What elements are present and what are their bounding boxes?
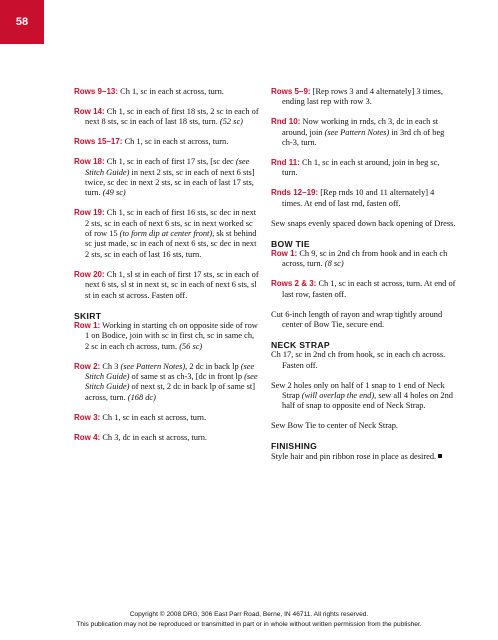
row-label: Rows 2 & 3: (271, 279, 317, 289)
row-label: Rnds 12–19: (271, 188, 319, 198)
instruction-paragraph (271, 87, 456, 108)
right-column (271, 87, 456, 472)
instruction-text: Working in starting ch on opposite side of row 1 on Bodice, join with sc in first ch, sc in same ch, 2 sc in each ch across, turn. (85, 320, 258, 351)
instruction-text: Ch 3 (100, 361, 121, 371)
instruction-text: , 2 dc in back lp (185, 361, 241, 371)
instruction-paragraph (271, 249, 456, 270)
row-label: Row 1: (74, 320, 101, 330)
instruction-text: Ch 9, sc in 2nd ch from hook and in each ch across, turn. (282, 248, 448, 269)
instruction-text: Sew Bow Tie to center of Neck Strap. (271, 421, 399, 431)
instruction-text: Ch 1, sc in each st across, turn. (100, 412, 207, 422)
instruction-text: Ch 1, sc in each st across, turn. At end of last row, fasten off. (282, 279, 456, 299)
instruction-paragraph (271, 381, 456, 412)
instruction-text: Ch 1, sc in each st around, join in beg sc, turn. (282, 158, 440, 178)
instruction-paragraph (74, 433, 259, 443)
row-label: Rows 5–9: (271, 87, 311, 96)
instruction-text: [Rep rows 3 and 4 alternately] 3 times, ending last rep with row 3. (282, 87, 443, 107)
row-label: Row 14: (74, 106, 105, 116)
instruction-paragraph (74, 137, 259, 147)
instruction-paragraph (74, 208, 259, 260)
italic-note: (49 sc) (102, 188, 126, 198)
instruction-text: Ch 1, sl st in each of first 17 sts, sc in each of next 6 sts, sl st in next st, sc in each of next 6 sts, sl st in each st across. Fasten off. (85, 269, 259, 300)
italic-note: (see Pattern Notes) (324, 127, 390, 137)
instruction-paragraph (271, 421, 456, 431)
italic-note: (will overlap the end) (301, 391, 375, 401)
page-number-tab (0, 0, 44, 44)
italic-note: (52 sc) (219, 117, 243, 127)
instruction-paragraph (74, 157, 259, 199)
instruction-paragraph (271, 219, 456, 229)
italic-note: (8 sc) (324, 259, 344, 269)
instruction-text: Now working in rnds, ch 3, dc in each st around, join (282, 117, 439, 137)
section-heading: NECK STRAP (271, 339, 330, 350)
rights-notice: This publication may not be reproduced or transmitted in part or in whole without written permission from the publisher. (76, 621, 422, 628)
instruction-text: Cut 6-inch length of rayon and wrap tightly around center of Bow Tie, secure end. (271, 309, 443, 329)
instruction-text: in 3rd ch of beg ch-3, turn. (282, 127, 445, 148)
instruction-paragraph (271, 279, 456, 300)
instruction-paragraph (74, 321, 259, 352)
instruction-paragraph (74, 270, 259, 301)
section-heading: SKIRT (74, 310, 102, 321)
row-label: Row 19: (74, 208, 105, 218)
row-label: Rnd 10: (271, 117, 301, 127)
instruction-paragraph (271, 117, 456, 148)
italic-note: (see Stitch Guide) (85, 361, 255, 382)
instruction-text: , sk st behind sc just made, sc in each of next 6 sts, sc dec in next 2 sts, sc in each of last 16 sts, turn. (85, 229, 257, 259)
page-number: 58 (15, 16, 29, 28)
italic-note: (see Stitch Guide) (85, 157, 250, 177)
instruction-text: Ch 1, sc in each of first 17 sts, [sc dec (104, 157, 236, 167)
row-label: Row 3: (74, 412, 101, 422)
instruction-text: Ch 3, dc in each st across, turn. (100, 432, 207, 442)
italic-note: (see Stitch Guide) (85, 372, 258, 392)
italic-note: (56 sc) (179, 341, 203, 351)
instruction-paragraph (271, 310, 456, 331)
instruction-paragraph (271, 452, 456, 462)
instruction-text: Ch 17, sc in 2nd ch from hook, sc in each ch across. Fasten off. (271, 350, 446, 370)
instruction-text: of same st as ch-3, [dc in front lp (129, 372, 245, 382)
italic-note: (see Pattern Notes) (120, 361, 186, 371)
row-label: Rows 9–13: (74, 87, 119, 96)
instruction-text: Ch 1, sc in each of first 18 sts, 2 sc in each of next 8 sts, sc in each of last 18 sts, turn. (85, 106, 259, 127)
instruction-text: Style hair and pin ribbon rose in place as desired. (271, 451, 437, 461)
copyright-line: Copyright © 2008 DRG, 306 East Parr Road, Berne, IN 46711. All rights reserved. (129, 611, 369, 618)
section-heading: FINISHING (271, 441, 318, 452)
left-column (74, 87, 259, 453)
instruction-text: , sew all 4 holes on 2nd half of snap to opposite end of Neck Strap. (282, 391, 453, 411)
row-label: Rows 15–17: (74, 137, 123, 147)
instruction-text: Sew snaps evenly spaced down back opening of Dress. (271, 218, 456, 228)
instruction-paragraph (74, 413, 259, 423)
row-label: Row 20: (74, 269, 105, 279)
instruction-paragraph (74, 362, 259, 404)
instruction-paragraph (271, 158, 456, 179)
row-label: Row 2: (74, 361, 101, 371)
instruction-text: of next st, 2 dc in back lp of same st] across, turn. (85, 382, 256, 402)
instruction-text: Ch 1, sc in each st across, turn. (122, 137, 229, 147)
instruction-paragraph (271, 188, 456, 209)
instruction-text: Ch 1, sc in each st across, turn. (118, 87, 224, 96)
italic-note: (168 dc) (127, 392, 156, 402)
instruction-text: [Rep rnds 10 and 11 alternately] 4 times. At end of last rnd, fasten off. (282, 188, 435, 208)
row-label: Row 18: (74, 157, 105, 167)
row-label: Rnd 11: (271, 158, 300, 168)
instruction-text: Ch 1, sc in each of first 16 sts, sc dec in next 2 sts, sc in each of next 6 sts, sc in next worked sc of row 15 (85, 208, 257, 239)
instruction-text: Sew 2 holes only on half of 1 snap to 1 end of Neck Strap (271, 380, 445, 401)
row-label: Row 1: (271, 248, 298, 258)
instruction-paragraph (74, 87, 259, 97)
italic-note: (to form dip at center front) (119, 229, 213, 239)
row-label: Row 4: (74, 432, 101, 442)
end-mark-icon (438, 454, 442, 458)
section-heading: BOW TIE (271, 238, 310, 249)
instruction-paragraph (271, 350, 456, 371)
instruction-text: in next 2 sts, sc in each of next 6 sts] twice, sc dec in next 2 sts, sc in each of last 17 sts, turn. (85, 167, 255, 198)
instruction-paragraph (74, 107, 259, 128)
